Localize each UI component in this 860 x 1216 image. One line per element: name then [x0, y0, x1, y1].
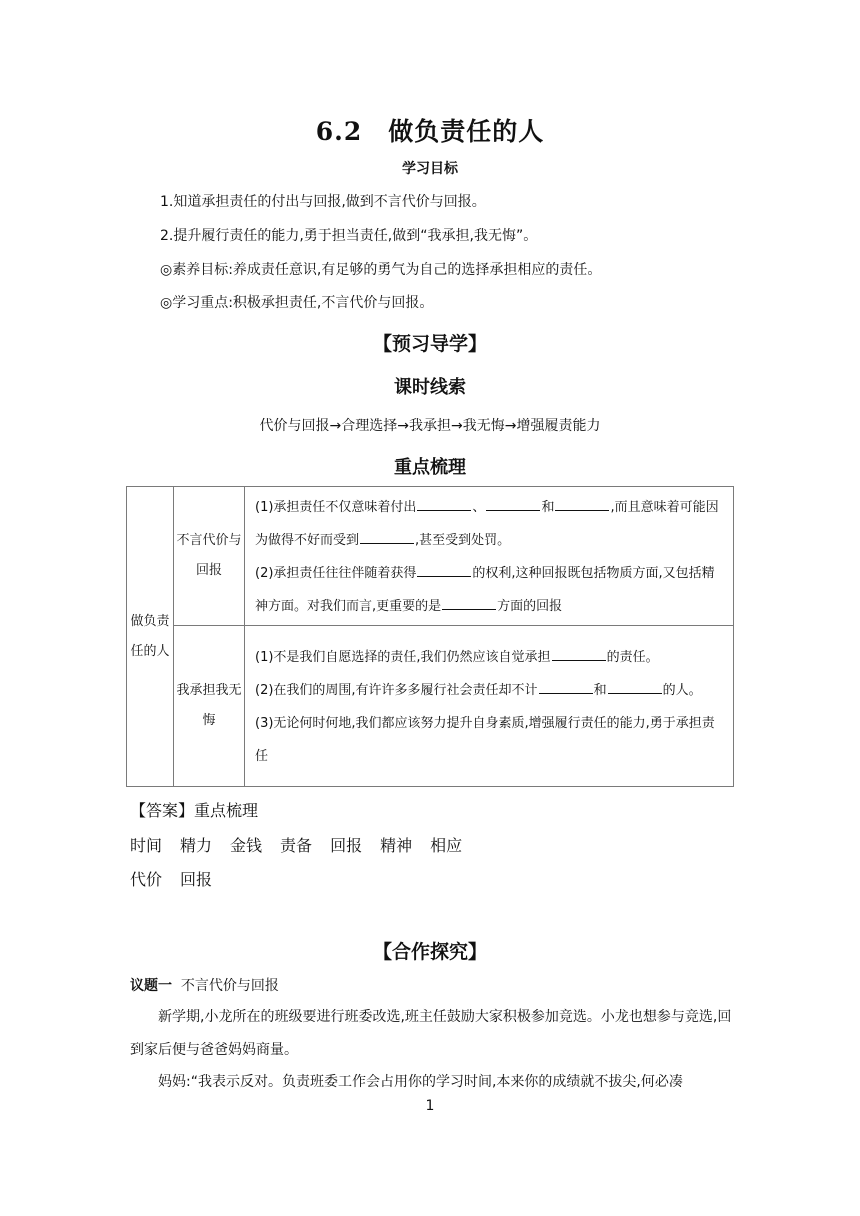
fill-blank: [360, 529, 414, 544]
page-number: 1: [425, 1098, 435, 1114]
title-text: 做负责任的人: [388, 117, 545, 146]
objective-item-1: 1.知道承担责任的付出与回报,做到不言代价与回报。: [160, 194, 486, 210]
answer-word: 相应: [430, 836, 463, 855]
objectives-heading: 学习目标: [402, 161, 458, 177]
table-row1-para2: (2)承担责任往往伴随着获得 的权利,这种回报既包括物质方面,又包括精神方面。对我们而言,更重要的是 方面的回报: [255, 557, 727, 623]
answer-line-2: [130, 867, 230, 890]
fill-blank: [486, 496, 540, 511]
objective-item-3: ◎素养目标:养成责任意识,有足够的勇气为自己的选择承担相应的责任。: [160, 262, 602, 278]
topic-text: 不言代价与回报: [180, 978, 279, 994]
key-points-table: [126, 486, 734, 787]
fill-blank: [417, 562, 471, 577]
fill-blank: [442, 595, 496, 610]
objective-item-2: 2.提升履行责任的能力,勇于担当责任,做到“我承担,我无悔”。: [160, 228, 538, 244]
answer-word: 精力: [180, 836, 213, 855]
combing-heading: 重点梳理: [394, 457, 466, 478]
fill-blank: [539, 679, 593, 694]
table-subtopic-1: 不言代价与回报: [174, 487, 245, 626]
fill-blank: [608, 679, 662, 694]
answer-line-1: [130, 833, 480, 856]
table-content-1: [245, 487, 734, 626]
table-row2-para3: (3)无论何时何地,我们都应该努力提升自身素质,增强履行责任的能力,勇于承担责任: [255, 716, 715, 764]
answer-word: 时间: [130, 836, 163, 855]
topic-line: [130, 975, 735, 995]
table-row1-para1: (1)承担责任不仅意味着付出 、 和 ,而且意味着可能因为做得不好而受到 ,甚至受到处罚。: [255, 491, 727, 557]
clue-line: 代价与回报→合理选择→我承担→我无悔→增强履责能力: [259, 418, 601, 434]
answer-word: 代价: [130, 870, 163, 889]
answer-word: 回报: [180, 870, 213, 889]
section-number: 6.2: [315, 117, 363, 146]
fill-blank: [417, 496, 471, 511]
topic-label: 议题一: [130, 978, 172, 994]
table-row2-para1: (1)不是我们自愿选择的责任,我们仍然应该自觉承担 的责任。: [255, 641, 727, 674]
page-title: [0, 112, 860, 148]
answer-word: 责备: [280, 836, 313, 855]
table-main-topic: 做负责任的人: [127, 487, 174, 787]
table-content-2: [245, 626, 734, 787]
answer-word: 精神: [380, 836, 413, 855]
clue-heading: 课时线索: [394, 377, 466, 398]
fill-blank: [552, 646, 606, 661]
answer-heading: 【答案】重点梳理: [130, 801, 259, 820]
answer-word: 回报: [330, 836, 363, 855]
table-subtopic-2: 我承担我无悔: [174, 626, 245, 787]
fill-blank: [555, 496, 609, 511]
table-row2-para2: (2)在我们的周围,有许许多多履行社会责任却不计 和 的人。: [255, 674, 727, 707]
story-paragraph-2: 妈妈:“我表示反对。负责班委工作会占用你的学习时间,本来你的成绩就不拔尖,何必凑: [158, 1074, 683, 1090]
cooperation-heading: 【合作探究】: [372, 941, 487, 963]
objective-item-4: ◎学习重点:积极承担责任,不言代价与回报。: [160, 295, 434, 311]
answer-word: 金钱: [230, 836, 263, 855]
preview-heading: 【预习导学】: [372, 333, 487, 355]
story-paragraph-1: 新学期,小龙所在的班级要进行班委改选,班主任鼓励大家积极参加竞选。小龙也想参与竞选,回到家后便与爸爸妈妈商量。: [130, 1009, 732, 1058]
